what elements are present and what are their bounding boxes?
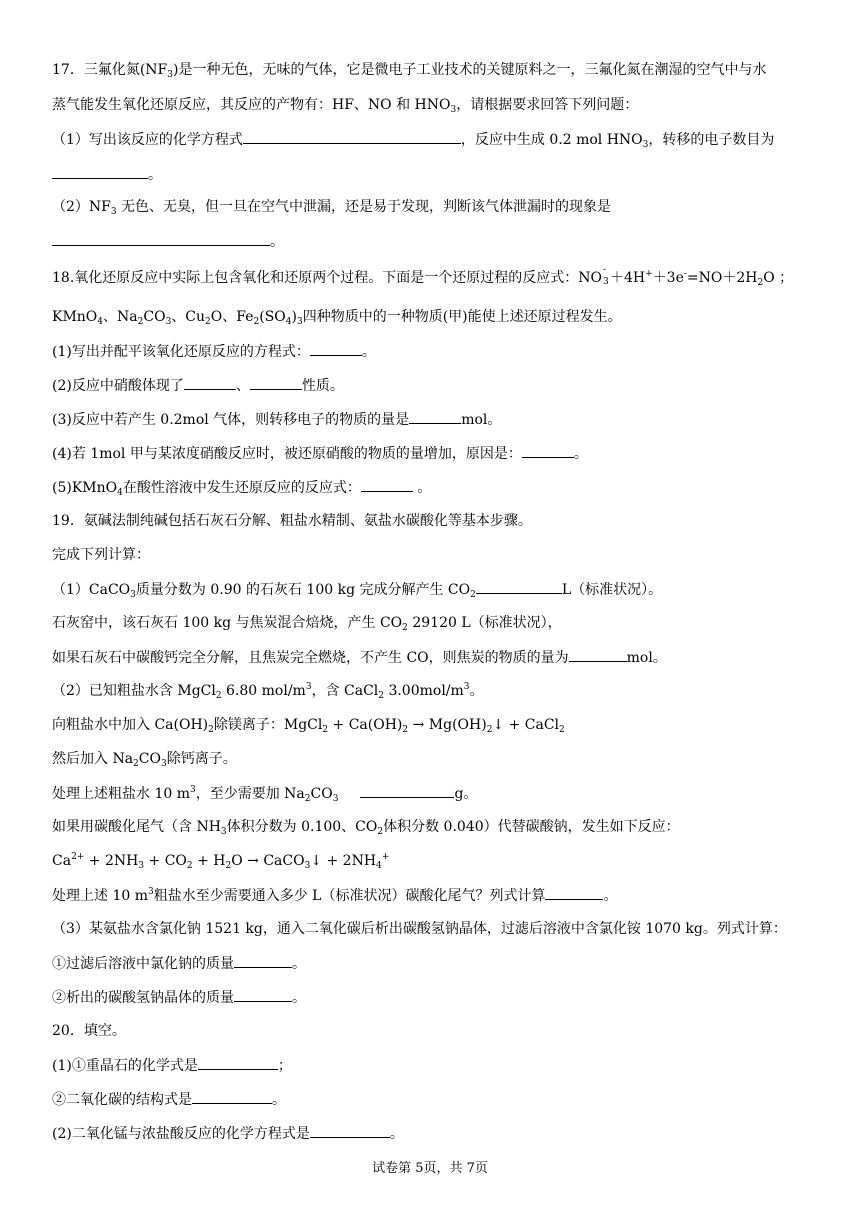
q20-line4: (2)二氧化锰与浓盐酸反应的化学方程式是 。: [52, 1123, 404, 1144]
answer-blank[interactable]: [184, 375, 236, 390]
answer-blank[interactable]: [545, 885, 603, 900]
q19-line15: ②析出的碳酸氢钠晶体的质量 。: [52, 987, 306, 1008]
q17-line2: 蒸气能发生氧化还原反应，其反应的产物有：HF、NO 和 $HNO_3$，请根据要求回答下列问题：: [52, 97, 639, 115]
answer-blank[interactable]: [361, 477, 413, 492]
q19-line12: 处理上述 10 $m^3$粗盐水至少需要通入多少 L（标准状况）碳酸化尾气？列式计算 。: [52, 887, 618, 904]
answer-blank[interactable]: [360, 783, 454, 798]
q17-line4: 。: [52, 164, 162, 185]
q19-line8: 然后加入 $Na_2CO_3$除钙离子。: [52, 751, 237, 769]
answer-blank[interactable]: [192, 1089, 272, 1104]
q17-line1: 17．三氟化氮$(NF_3)$是一种无色，无味的气体，它是微电子工业技术的关键原料之一，三氟化氮在潮湿的空气中与水: [52, 62, 767, 80]
q18-line2: KMnO$_4$、$Na_2CO_3$、$Cu_2O$、$Fe_2(SO_4)_3$四种物质中的一种物质(甲)能使上述还原过程发生。: [52, 309, 622, 327]
q19-line2: 完成下列计算：: [52, 547, 150, 563]
answer-blank[interactable]: [234, 987, 292, 1002]
q19-line7: 向粗盐水中加入 $Ca(OH)_2$除镁离子：MgCl$_2$ + $Ca(OH)_2$ → $Mg(OH)_2↓$ + CaCl$_2$: [52, 717, 565, 735]
q18-line5: (3)反应中若产生 0.2mol 气体，则转移电子的物质的量是 mol。: [52, 409, 501, 430]
answer-blank[interactable]: [243, 129, 461, 144]
q18-line7: (5)KMnO$_4$在酸性溶液中发生还原反应的反应式： 。: [52, 477, 431, 498]
page-footer: 试卷第 5页，共 7页: [372, 1161, 488, 1176]
answer-blank[interactable]: [52, 231, 270, 246]
q20-line2: (1)①重晶石的化学式是 ；: [52, 1055, 292, 1076]
answer-blank[interactable]: [522, 443, 574, 458]
q19-line4: 石灰窑中，该石灰石 100 kg 与焦炭混合焙烧，产生 $CO_2$ 29120 L（标准状况），: [52, 615, 562, 633]
q20-line3: ②二氧化碳的结构式是 。: [52, 1089, 286, 1110]
q19-line6: （2）已知粗盐水含 MgCl$_2$ 6.80 mol/$m^3$，含 CaCl$_2$ $3.00mol/m^3$。: [52, 682, 484, 701]
answer-blank[interactable]: [250, 375, 302, 390]
q20-line1: 20．填空。: [52, 1023, 126, 1039]
q19-line11: $Ca^{2+} + 2NH_3 + CO_2 + H_2O$ → CaCO$_3$↓ + $2NH_4^+$: [52, 852, 390, 871]
q17-line3: （1）写出该反应的化学方程式 ，反应中生成 0.2 mol $HNO_3$，转移的电子数目为: [52, 129, 774, 150]
q19-line9: 处理上述粗盐水 10 $m^3$，至少需要加 $Na_2CO_3$ g。: [52, 785, 478, 804]
answer-blank[interactable]: [198, 1055, 278, 1070]
answer-blank[interactable]: [310, 341, 362, 356]
q17-line6: 。: [52, 231, 284, 252]
answer-blank[interactable]: [569, 647, 627, 662]
q18-line6: (4)若 1mol 甲与某浓度硝酸反应时，被还原硝酸的物质的量增加，原因是： 。: [52, 443, 588, 464]
q18-line4: (2)反应中硝酸体现了 、 性质。: [52, 375, 344, 396]
q19-line1: 19．氨碱法制纯碱包括石灰石分解、粗盐水精制、氨盐水碳酸化等基本步骤。: [52, 513, 532, 529]
q19-line5: 如果石灰石中碳酸钙完全分解，且焦炭完全燃烧，不产生 CO，则焦炭的物质的量为 mol。: [52, 647, 667, 668]
answer-blank[interactable]: [234, 953, 292, 968]
answer-blank[interactable]: [409, 409, 461, 424]
q18-line3: (1)写出并配平该氧化还原反应的方程式： 。: [52, 341, 376, 362]
q19-line10: 如果用碳酸化尾气（含 $NH_3$体积分数为 0.100、$CO_2$体积分数 0.040）代替碳酸钠，发生如下反应：: [52, 819, 680, 837]
q18-line1: 18.氧化还原反应中实际上包含氧化和还原两个过程。下面是一个还原过程的反应式：NO - 3 $+4H^++3e^-=NO+2H_2O$ ；: [52, 265, 794, 288]
q19-line13: （3）某氨盐水含氯化钠 1521 kg，通入二氧化碳后析出碳酸氢钠晶体，过滤后溶液中含氯化铵 1070 kg。列式计算：: [52, 921, 787, 937]
q17-line5: $(2)NF_3$ 无色、无臭，但一旦在空气中泄漏，还是易于发现，判断该气体泄漏时的现象是: [52, 199, 612, 217]
q19-line3: （1）CaCO$_3$质量分数为 0.90 的石灰石 100 kg 完成分解产生 $CO_2$ L（标准状况）。: [52, 579, 662, 600]
q19-line14: ①过滤后溶液中氯化钠的质量 。: [52, 953, 306, 974]
answer-blank[interactable]: [52, 164, 148, 179]
answer-blank[interactable]: [310, 1123, 390, 1138]
answer-blank[interactable]: [476, 579, 562, 594]
